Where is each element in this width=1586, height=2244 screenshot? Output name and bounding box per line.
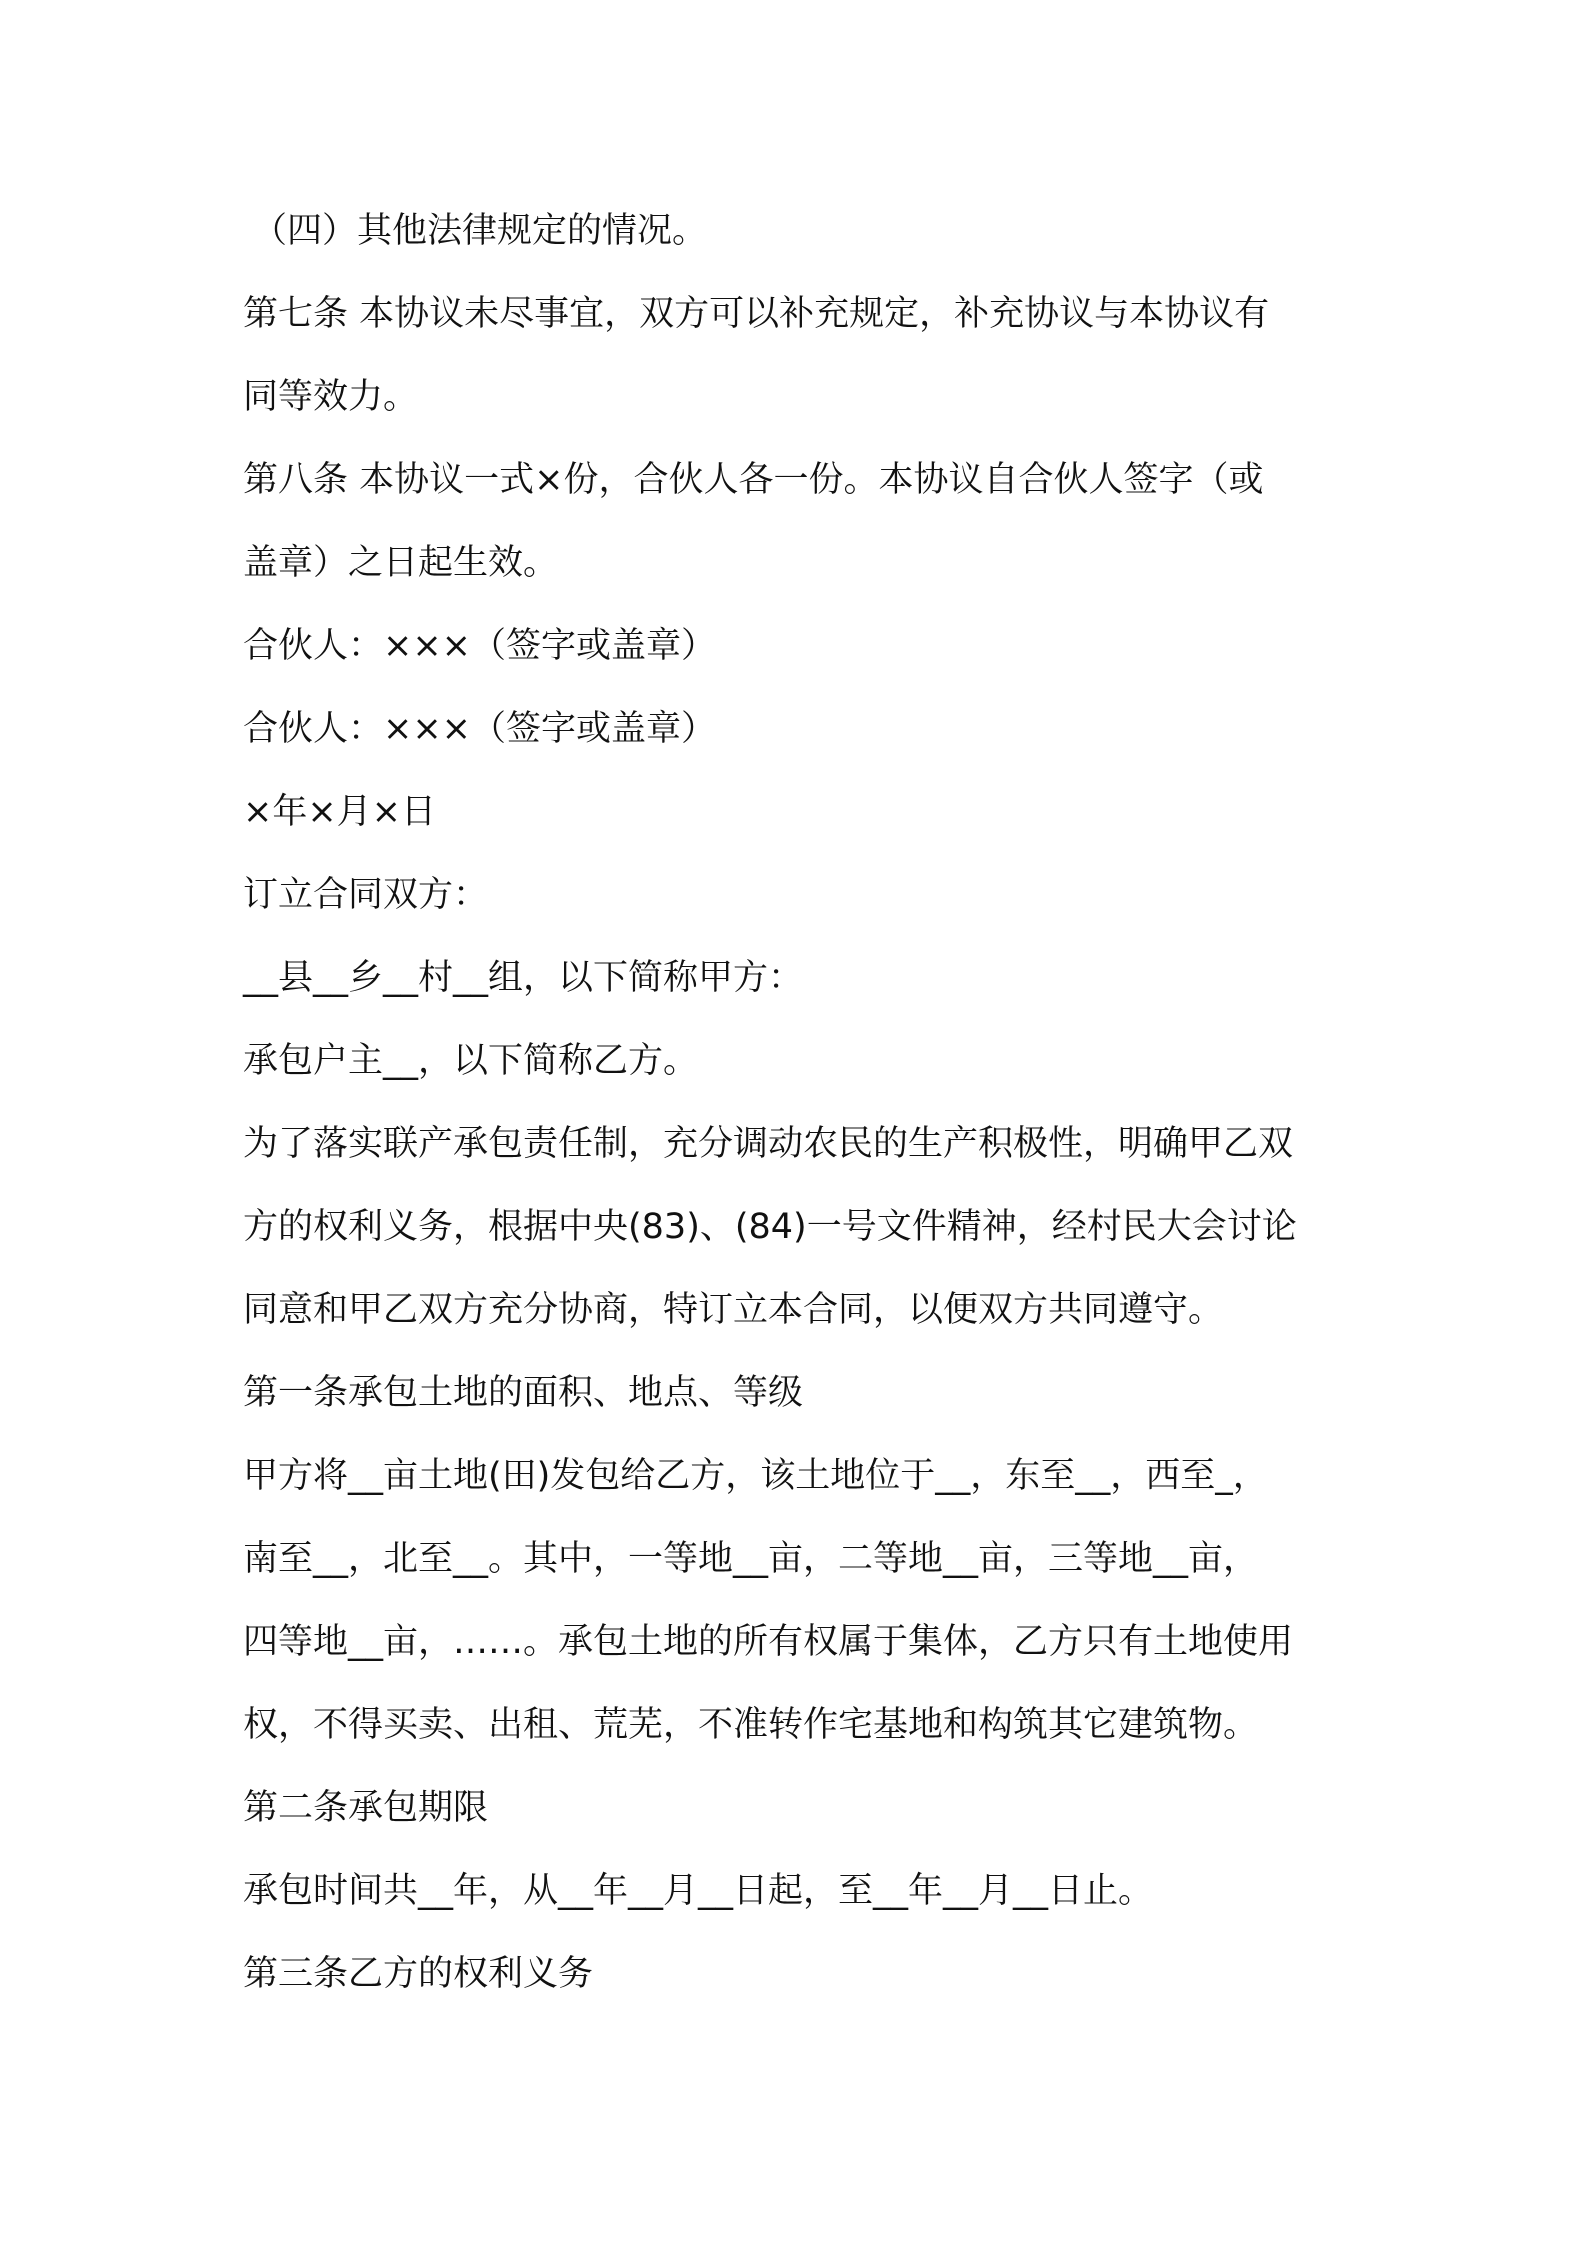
clause-item-four: （四）其他法律规定的情况。 (252, 211, 708, 251)
article-eight-line-2: 盖章）之日起生效。 (243, 543, 559, 583)
article-three-heading: 第三条乙方的权利义务 (243, 1954, 594, 1994)
document-body (243, 190, 1363, 2016)
party-a-line: __县__乡__村__组，以下简称甲方： (243, 958, 804, 998)
preamble-line-1: 为了落实联产承包责任制，充分调动农民的生产积极性，明确甲乙双 (243, 1124, 1294, 1164)
article-two-heading: 第二条承包期限 (243, 1788, 489, 1828)
article-eight-line-1: 第八条 本协议一式×份，合伙人各一份。本协议自合伙人签字（或 (243, 460, 1264, 500)
article-one-heading: 第一条承包土地的面积、地点、等级 (243, 1373, 804, 1413)
article-one-line-2: 南至__，北至__。其中，一等地__亩，二等地__亩，三等地__亩， (243, 1539, 1259, 1579)
article-one-line-4: 权，不得买卖、出租、荒芜，不准转作宅基地和构筑其它建筑物。 (243, 1705, 1259, 1745)
article-one-line-1: 甲方将__亩土地(田)发包给乙方，该土地位于__，东至__，西至_， (243, 1456, 1268, 1496)
preamble-line-3: 同意和甲乙双方充分协商，特订立本合同，以便双方共同遵守。 (243, 1290, 1224, 1330)
party-b-line: 承包户主__，以下简称乙方。 (243, 1041, 699, 1081)
article-one-line-3: 四等地__亩，……。承包土地的所有权属于集体，乙方只有土地使用 (243, 1622, 1294, 1662)
preamble-line-2: 方的权利义务，根据中央(83)、(84)一号文件精神，经村民大会讨论 (243, 1207, 1297, 1247)
partner-signature-2: 合伙人：×××（签字或盖章） (243, 709, 716, 749)
article-two-line-1: 承包时间共__年，从__年__月__日起，至__年__月__日止。 (243, 1871, 1154, 1911)
partner-signature-1: 合伙人：×××（签字或盖章） (243, 626, 716, 666)
article-seven-line-1: 第七条 本协议未尽事宜，双方可以补充规定，补充协议与本协议有 (243, 294, 1270, 334)
signing-date: ×年×月×日 (243, 792, 436, 832)
article-seven-line-2: 同等效力。 (243, 377, 419, 417)
contract-parties-heading: 订立合同双方： (243, 875, 489, 915)
